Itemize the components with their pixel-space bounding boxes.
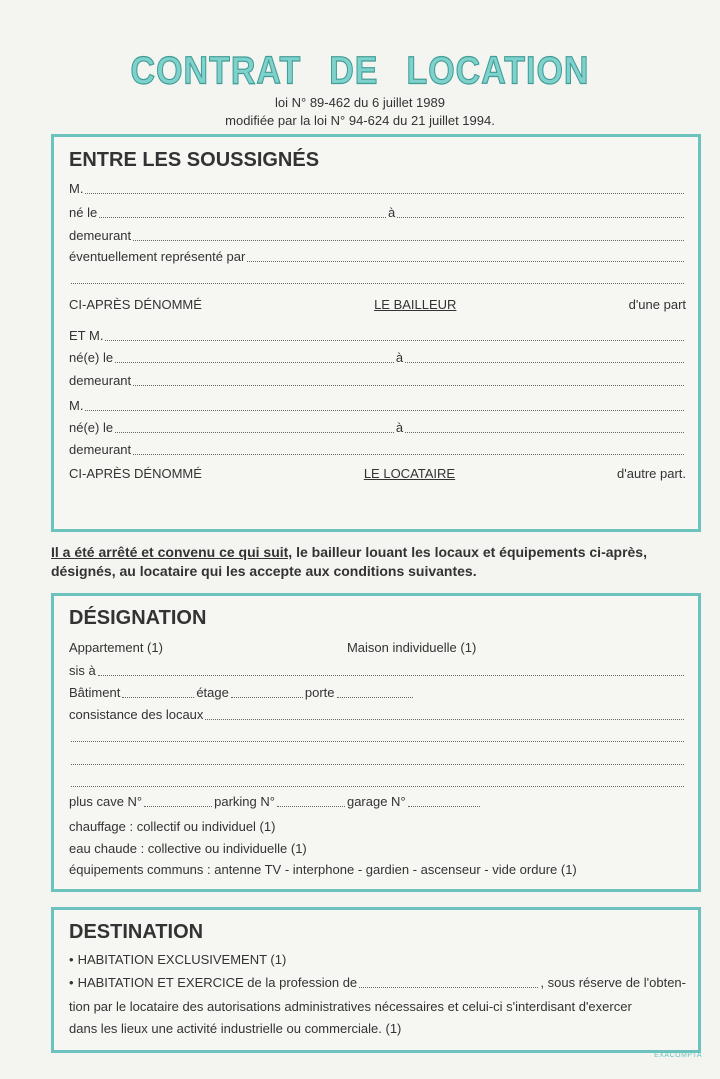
lessor-representative-line bbox=[69, 249, 686, 264]
tenant2-birthdate-field[interactable] bbox=[115, 422, 394, 433]
tenant1-address-field[interactable] bbox=[133, 375, 684, 386]
lessor-birthplace-label: à bbox=[387, 205, 396, 220]
lessor-birth-label: né le bbox=[69, 205, 98, 220]
tenant1-birthdate-field[interactable] bbox=[115, 352, 394, 363]
tenant1-birthplace-label: à bbox=[395, 350, 404, 365]
location-field[interactable] bbox=[98, 665, 684, 676]
tenant2-name-label: M. bbox=[69, 398, 84, 413]
lessor-part-label: d'une part bbox=[628, 297, 687, 312]
cellar-field[interactable] bbox=[144, 796, 212, 807]
premises-line bbox=[69, 707, 686, 722]
use-option-2 bbox=[69, 975, 686, 990]
lessor-birthplace-field[interactable] bbox=[397, 207, 684, 218]
tenant2-name-line bbox=[69, 398, 686, 413]
law-reference: loi N° 89-462 du 6 juillet 1989 bbox=[275, 95, 445, 110]
premises-extra-field-1[interactable] bbox=[71, 731, 684, 742]
shared-equipment-text: équipements communs : antenne TV - interphone - gardien - ascenseur - vide ordure (1) bbox=[69, 862, 577, 877]
designation-section bbox=[51, 593, 701, 892]
tenant-part-label: d'autre part. bbox=[617, 466, 686, 481]
parties-heading: ENTRE LES SOUSSIGNÉS bbox=[69, 149, 320, 171]
lessor-address-field[interactable] bbox=[133, 230, 684, 241]
garage-field[interactable] bbox=[408, 796, 480, 807]
tenant-designation-label: CI-APRÈS DÉNOMMÉ bbox=[69, 466, 202, 481]
tenant-designation-line bbox=[69, 466, 686, 481]
hot-water-line bbox=[69, 841, 686, 856]
tenant2-address-field[interactable] bbox=[133, 444, 684, 455]
parking-label: parking N° bbox=[214, 794, 275, 809]
agreement-statement bbox=[51, 543, 706, 581]
profession-condition-middle: tion par le locataire des autorisations administratives nécessaires et celui-ci s'interdisant d'exercer bbox=[69, 999, 632, 1014]
title-word-location: LOCATION bbox=[406, 49, 590, 93]
tenant2-birthplace-label: à bbox=[395, 420, 404, 435]
tenant1-birthplace-field[interactable] bbox=[405, 352, 684, 363]
hot-water-text: eau chaude : collective ou individuelle (1) bbox=[69, 841, 307, 856]
parties-section bbox=[51, 134, 701, 532]
premises-extra-field-2[interactable] bbox=[71, 754, 684, 765]
residential-profession-option[interactable]: HABITATION ET EXERCICE de la profession de bbox=[77, 975, 358, 990]
building-field[interactable] bbox=[122, 687, 194, 698]
lessor-designation-line bbox=[69, 297, 686, 312]
publisher-mark: EXACOMPTA bbox=[654, 1052, 702, 1059]
document-title bbox=[0, 49, 720, 94]
tenant1-address-label: demeurant bbox=[69, 373, 132, 388]
premises-field[interactable] bbox=[205, 709, 684, 720]
heating-line bbox=[69, 819, 686, 834]
agreement-lead: Il a été arrêté et convenu ce qui suit, bbox=[51, 544, 293, 560]
premises-extra-line-3 bbox=[69, 776, 686, 789]
residential-only-option[interactable]: HABITATION EXCLUSIVEMENT (1) bbox=[77, 952, 287, 967]
agreement-rest: le bailleur louant les locaux et équipements ci-après, désignés, au locataire qui les accepte aux conditions suivantes. bbox=[51, 544, 647, 579]
tenant2-birth-label: né(e) le bbox=[69, 420, 114, 435]
lessor-name-label: M. bbox=[69, 181, 84, 196]
premises-extra-field-3[interactable] bbox=[71, 776, 684, 787]
lessor-extra-line bbox=[69, 273, 686, 286]
annex-line bbox=[69, 794, 686, 809]
location-line bbox=[69, 663, 686, 678]
shared-equipment-line bbox=[69, 862, 686, 877]
tenant2-name-field[interactable] bbox=[85, 400, 684, 411]
heating-text: chauffage : collectif ou individuel (1) bbox=[69, 819, 276, 834]
premises-label: consistance des locaux bbox=[69, 707, 204, 722]
premises-extra-line-2 bbox=[69, 754, 686, 767]
bullet-1: • bbox=[69, 952, 74, 967]
designation-heading: DÉSIGNATION bbox=[69, 607, 207, 629]
tenant1-birth-line bbox=[69, 350, 686, 365]
tenant1-name-line bbox=[69, 328, 686, 343]
title-word-contrat: CONTRAT bbox=[130, 49, 302, 93]
law-modification: modifiée par la loi N° 94-624 du 21 juillet 1994. bbox=[225, 113, 495, 128]
door-field[interactable] bbox=[337, 687, 413, 698]
location-label: sis à bbox=[69, 663, 96, 678]
lessor-birthdate-field[interactable] bbox=[99, 207, 386, 218]
use-option-1 bbox=[69, 952, 686, 967]
tenant1-name-label: ET M. bbox=[69, 328, 104, 343]
profession-condition-end: dans les lieux une activité industrielle ou commerciale. (1) bbox=[69, 1021, 402, 1036]
tenant1-birth-label: né(e) le bbox=[69, 350, 114, 365]
lessor-name-field[interactable] bbox=[85, 183, 684, 194]
profession-condition-line-3 bbox=[69, 1021, 686, 1036]
tenant2-address-line bbox=[69, 442, 686, 457]
lessor-address-line bbox=[69, 228, 686, 243]
lessor-designation-label: CI-APRÈS DÉNOMMÉ bbox=[69, 297, 202, 312]
lessor-address-label: demeurant bbox=[69, 228, 132, 243]
lessor-role: LE BAILLEUR bbox=[374, 297, 457, 312]
profession-field[interactable] bbox=[359, 977, 538, 988]
profession-condition-start: , sous réserve de l'obten- bbox=[540, 975, 686, 990]
title-word-de: DE bbox=[329, 49, 379, 93]
door-label: porte bbox=[304, 685, 335, 700]
cellar-label: plus cave N° bbox=[69, 794, 143, 809]
building-label: Bâtiment bbox=[69, 685, 121, 700]
profession-condition-line-2 bbox=[69, 999, 686, 1014]
floor-label: étage bbox=[196, 685, 229, 700]
tenant2-address-label: demeurant bbox=[69, 442, 132, 457]
premises-extra-line-1 bbox=[69, 731, 686, 744]
parking-field[interactable] bbox=[277, 796, 345, 807]
destination-heading: DESTINATION bbox=[69, 921, 204, 943]
building-line bbox=[69, 685, 686, 700]
tenant-role: LE LOCATAIRE bbox=[363, 466, 456, 481]
lessor-extra-field[interactable] bbox=[71, 273, 684, 284]
tenant2-birth-line bbox=[69, 420, 686, 435]
house-option[interactable]: Maison individuelle (1) bbox=[346, 640, 477, 655]
lessor-representative-field[interactable] bbox=[247, 251, 684, 262]
tenant1-address-line bbox=[69, 373, 686, 388]
floor-field[interactable] bbox=[231, 687, 303, 698]
bullet-2: • bbox=[69, 975, 74, 990]
apartment-option[interactable]: Appartement (1) bbox=[69, 640, 163, 655]
tenant2-birthplace-field[interactable] bbox=[405, 422, 684, 433]
garage-label: garage N° bbox=[346, 794, 406, 809]
property-type-line bbox=[69, 640, 686, 655]
destination-section bbox=[51, 907, 701, 1053]
lessor-representative-label: éventuellement représenté par bbox=[69, 249, 246, 264]
lessor-name-line bbox=[69, 181, 686, 196]
tenant1-name-field[interactable] bbox=[105, 330, 684, 341]
lessor-birth-line bbox=[69, 205, 686, 220]
